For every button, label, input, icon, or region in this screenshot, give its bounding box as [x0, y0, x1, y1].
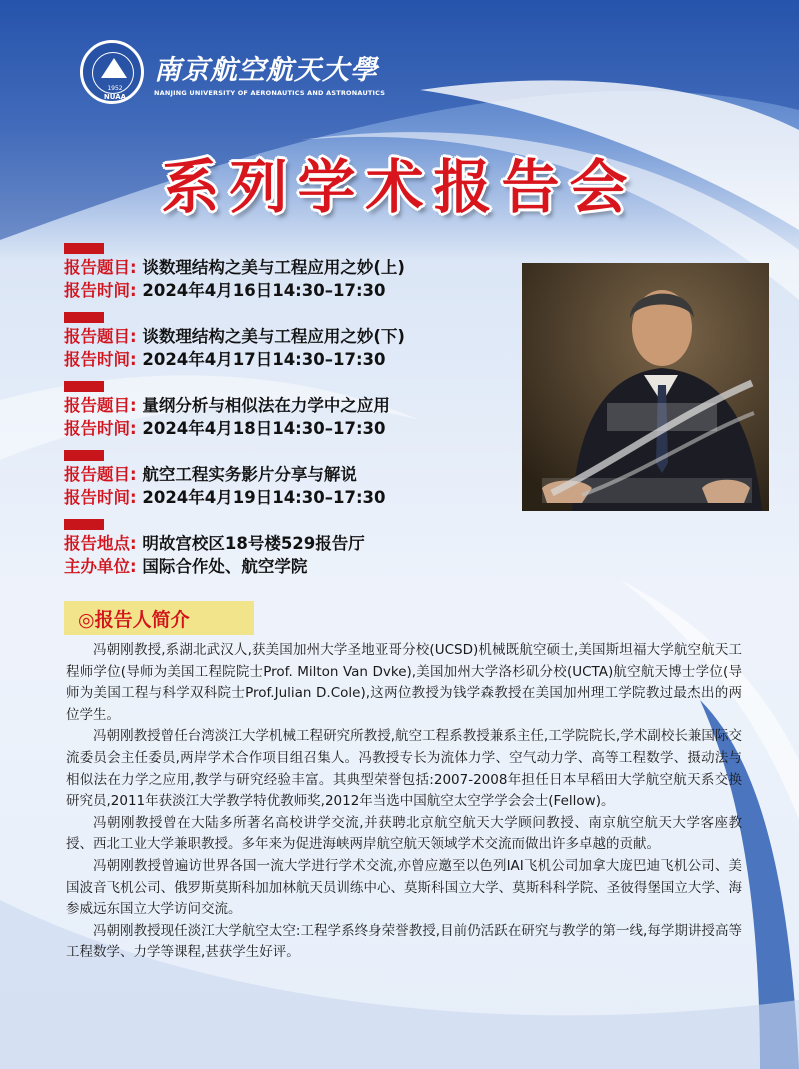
session-item: [64, 450, 514, 509]
session-item: [64, 381, 514, 440]
speaker-photo: [522, 263, 769, 511]
time-label: 报告时间:: [64, 281, 137, 300]
time-text: 2024年4月19日14:30–17:30: [142, 488, 386, 507]
host-text: 国际合作处、航空学院: [142, 557, 308, 576]
session-bar: [64, 381, 104, 392]
page-title: 系列学术报告会: [161, 153, 638, 221]
topic-text: 航空工程实务影片分享与解说: [142, 465, 357, 484]
university-logo: [80, 40, 385, 104]
seal-abbr: NUAA: [103, 93, 127, 101]
session-item: [64, 243, 514, 302]
time-text: 2024年4月16日14:30–17:30: [142, 281, 386, 300]
bio-paragraph: 冯朝刚教授曾遍访世界各国一流大学进行学术交流,亦曾应邀至以色列IAI飞机公司加拿大庞巴迪飞机公司、美国波音飞机公司、俄罗斯莫斯科加加林航天员训练中心、莫斯科国立大学、莫斯科科学院、圣彼得堡国立大学、海参威远东国立大学访问交流。: [66, 857, 742, 918]
university-name-cn: 南京航空航天大學: [154, 54, 378, 86]
location-text: 明故宫校区18号楼529报告厅: [142, 534, 365, 553]
session-bar: [64, 243, 104, 254]
time-text: 2024年4月18日14:30–17:30: [142, 419, 386, 438]
topic-label: 报告题目:: [64, 258, 137, 277]
topic-text: 谈数理结构之美与工程应用之妙(下): [142, 327, 405, 346]
venue-block: [64, 519, 514, 578]
session-item: [64, 312, 514, 371]
topic-label: 报告题目:: [64, 465, 137, 484]
bio-paragraph: 冯朝刚教授,系湖北武汉人,获美国加州大学圣地亚哥分校(UCSD)机械既航空硕士,美国斯坦福大学航空航天工程师学位(导师为美国工程院院士Prof. Milton Van Dvke),美国加州大学洛杉矶分校(UCTA)航空航天博士学位(导师为美国工程与科学双科院士Prof.Julian D.Cole),这两位教授为钱学森教授在美国加州理工学院教过最杰出的两位学生。: [66, 642, 742, 723]
session-bar: [64, 519, 104, 530]
bio-paragraph: 冯朝刚教授曾任台湾淡江大学机械工程研究所教授,航空工程系教授兼系主任,工学院院长,学术副校长兼国际交流委员会主任委员,两岸学术合作项目组召集人。冯教授专长为流体力学、空气动力学、高等工程数学、摄动法与相似法在力学之应用,教学与研究经验丰富。其典型荣誉包括:2007-2008年担任日本早稻田大学航空航天系交换研究员,2011年获淡江大学教学特优教师奖,2012年当选中国航空太空学学会会士(Fellow)。: [66, 728, 742, 810]
topic-text: 谈数理结构之美与工程应用之妙(上): [142, 258, 405, 277]
session-bar: [64, 450, 104, 461]
bio-paragraph: 冯朝刚教授现任淡江大学航空太空:工程学系终身荣誉教授,目前仍活跃在研究与教学的第一线,每学期讲授高等工程数学、力学等课程,甚获学生好评。: [66, 922, 742, 961]
university-seal-icon: [80, 40, 144, 104]
time-label: 报告时间:: [64, 419, 137, 438]
topic-label: 报告题目:: [64, 396, 137, 415]
session-list: [64, 243, 514, 588]
seal-year: 1952: [107, 85, 123, 92]
time-label: 报告时间:: [64, 350, 137, 369]
time-label: 报告时间:: [64, 488, 137, 507]
bio-heading-tag: [64, 601, 254, 635]
bio-heading: ◎报告人简介: [78, 608, 190, 631]
university-name-en: NANJING UNIVERSITY OF AERONAUTICS AND ASTRONAUTICS: [154, 88, 386, 97]
bio-paragraph: 冯朝刚教授曾在大陆多所著名高校讲学交流,并获聘北京航空航天大学顾问教授、南京航空航天大学客座教授、西北工业大学兼职教授。多年来为促进海峡两岸航空航天领域学术交流而做出许多卓越的贡献。: [66, 814, 742, 853]
topic-text: 量纲分析与相似法在力学中之应用: [142, 396, 390, 415]
location-label: 报告地点:: [64, 534, 137, 553]
topic-label: 报告题目:: [64, 327, 137, 346]
bio-text: [66, 640, 742, 964]
session-bar: [64, 312, 104, 323]
time-text: 2024年4月17日14:30–17:30: [142, 350, 386, 369]
host-label: 主办单位:: [64, 557, 137, 576]
